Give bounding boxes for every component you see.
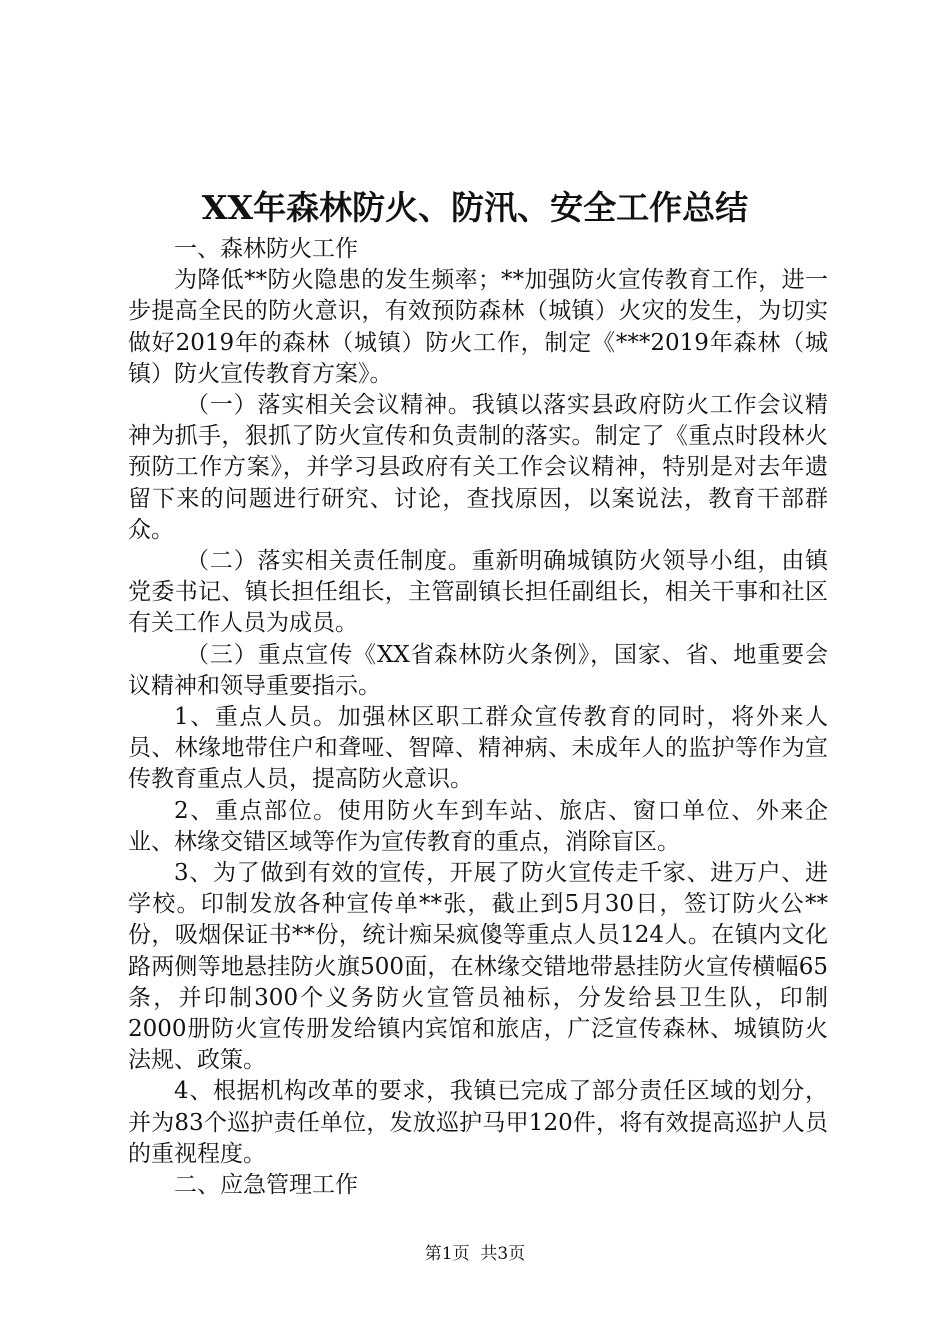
- section-heading-forest-fire: 一、森林防火工作: [174, 236, 358, 262]
- paragraph-item-2: （二）落实相关责任制度。重新明确城镇防火领导小组，由镇党委书记、镇长担任组长，主管副镇长担任副组长，相关干事和社区有关工作人员为成员。: [128, 548, 828, 637]
- document-title: XX年森林防火、防汛、安全工作总结: [201, 188, 749, 227]
- paragraph-publicity: 3、为了做到有效的宣传，开展了防火宣传走千家、进万户、进学校。印制发放各种宣传单**张，截止到5月30日，签订防火公**份，吸烟保证书**份，统计痴呆疯傻等重点人员124人。在镇内文化路两侧等地悬挂防火旗500面，在林缘交错地带悬挂防火宣传横幅65条，并印制300个义务防火宣管员袖标，分发给县卫生队，印制2000册防火宣传册发给镇内宾馆和旅店，广泛宣传森林、城镇防火法规、政策。: [128, 860, 828, 1074]
- paragraph-item-1: （一）落实相关会议精神。我镇以落实县政府防火工作会议精神为抓手，狠抓了防火宣传和负责制的落实。制定了《重点时段林火预防工作方案》，并学习县政府有关工作会议精神，特别是对去年遗留下来的问题进行研究、讨论，查找原因，以案说法，教育干部群众。: [128, 392, 828, 543]
- paragraph-item-3: （三）重点宣传《XX省森林防火条例》，国家、省、地重要会议精神和领导重要指示。: [128, 641, 828, 699]
- paragraph-key-locations: 2、重点部位。使用防火车到车站、旅店、窗口单位、外来企业、林缘交错区域等作为宣传教育的重点，消除盲区。: [128, 797, 828, 855]
- paragraph-key-personnel: 1、重点人员。加强林区职工群众宣传教育的同时，将外来人员、林缘地带住户和聋哑、智障、精神病、未成年人的监护等作为宣传教育重点人员，提高防火意识。: [128, 704, 828, 793]
- paragraph-intro: 为降低**防火隐患的发生频率；**加强防火宣传教育工作，进一步提高全民的防火意识，有效预防森林（城镇）火灾的发生，为切实做好2019年的森林（城镇）防火工作，制定《***2019年森林（城镇）防火宣传教育方案》。: [128, 267, 828, 387]
- document-body: [128, 234, 828, 1201]
- paragraph-reform: 4、根据机构改革的要求，我镇已完成了部分责任区域的划分，并为83个巡护责任单位，发放巡护马甲120件，将有效提高巡护人员的重视程度。: [128, 1078, 828, 1167]
- page-footer: 第1页 共3页: [424, 1244, 526, 1264]
- section-heading-emergency: 二、应急管理工作: [174, 1172, 358, 1199]
